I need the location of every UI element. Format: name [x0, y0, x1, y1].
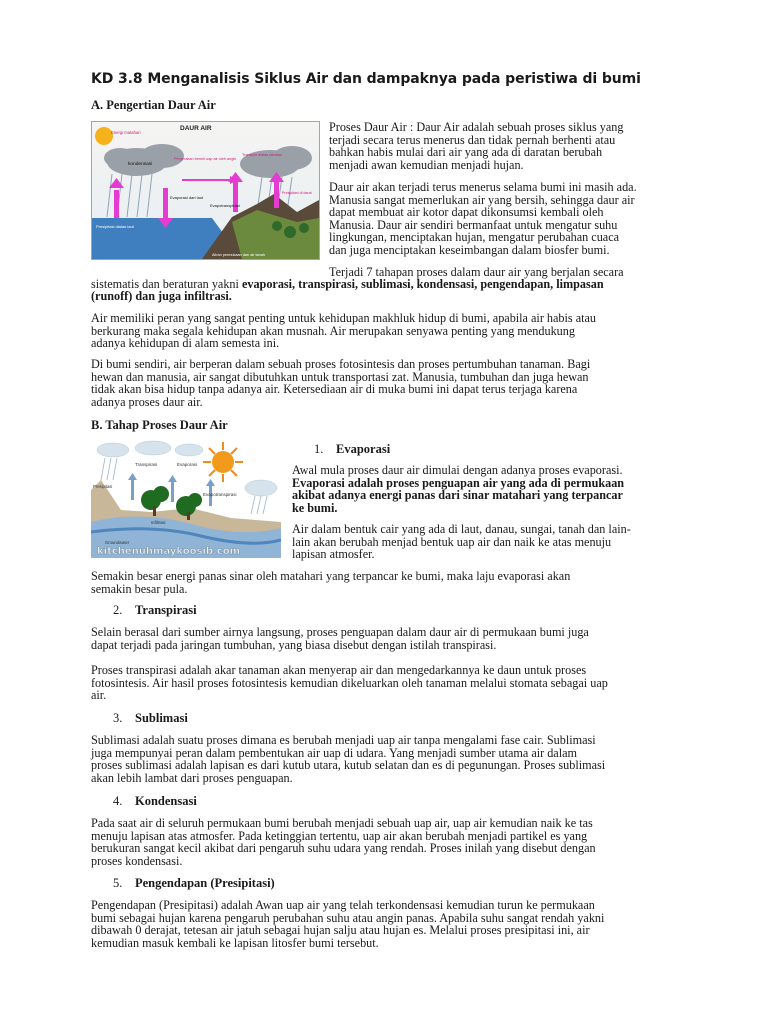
item-number: 4.: [113, 794, 123, 808]
label-transport: Transpor diatas daratan: [242, 153, 283, 157]
text-line-bold: ke bumi.: [292, 500, 338, 515]
text-line: kemudian masuk kembali ke lapisan litosfer bumi tersebut.: [91, 935, 379, 950]
text-line: Semakin besar energi panas sinar oleh matahari yang terpancar ke bumi, maka laju evaporasi akan: [91, 569, 571, 583]
document-title: KD 3.8 Menganalisis Siklus Air dan dampaknya pada peristiwa di bumi: [91, 71, 641, 87]
text-line-bold: akibat adanya energi panas dari sinar matahari yang terpancar: [292, 488, 623, 502]
paragraph-a5: [91, 358, 691, 408]
text-line: bahkan habis mulai dari air yang ada di daratan berubah: [329, 145, 603, 159]
text-line: Pada saat air di seluruh permukaan bumi berubah menjadi sebuah uap air, uap air kemudian naik ke tas: [91, 816, 593, 830]
text-line: Awal mula proses daur air dimulai dengan adanya proses evaporasi.: [292, 463, 623, 477]
text-line: terjadi secara terus menerus dan tidak pernah berhenti atau: [329, 132, 616, 147]
item-title: Transpirasi: [135, 603, 197, 617]
item-2-paragraph-1: [91, 626, 691, 651]
text-line: Sublimasi adalah suatu proses dimana es berubah menjadi uap air tanpa mengalami fase cair. Sublimasi: [91, 733, 596, 747]
text-line-bold: Evaporasi adalah proses penguapan air yang ada di permukaan: [292, 475, 625, 490]
text-line: tidak akan bisa hidup tanpa adanya air. Ketersediaan air di muka bumi ini dapat terus terjaga karena: [91, 382, 578, 396]
text-line: lain akan berubah menjad bentuk uap air dan naik ke atas menuju: [292, 534, 612, 549]
item-4-heading: [113, 795, 197, 808]
text-line: bumi sebagai hujan karena pengaruh perubahan suhu atau angin panas. Apabila suhu sangat rendah yakni: [91, 910, 605, 925]
label-groundwater: Groundwater: [105, 540, 130, 545]
label-movement: Pergerakan bersih uap air oleh angin: [174, 157, 237, 161]
item-1-paragraph-3: [91, 570, 691, 595]
label-infiltrasi: Infiltrasi: [151, 520, 166, 525]
text-line: menuju lapisan atas atmosfer. Pada ketinggian tertentu, uap air akan berubah menjadi partikel es yang: [91, 828, 588, 843]
paragraph-a2: [329, 181, 699, 256]
label-evaporasi-laut: Evaporasi dari laut: [170, 195, 204, 200]
text-line: lingkungan, menciptakan hujan, mengatur perubahan cuaca: [329, 230, 620, 244]
label-presipitasi: Presipitasi: [93, 484, 113, 489]
text-line: dan juga menciptakan keseimbangan dalam biosfer bumi.: [329, 242, 610, 257]
sun-icon: [203, 442, 243, 482]
item-2-paragraph-2: [91, 664, 691, 702]
text-line: air.: [91, 688, 107, 702]
item-5-paragraph-1: [91, 899, 691, 949]
water-cycle-figure: [91, 121, 320, 260]
text-line: Daur air akan terjadi terus menerus selama bumi ini masih ada.: [329, 180, 637, 194]
label-kondensasi: kondensasi: [128, 162, 153, 167]
water-cycle-illustration: [92, 122, 319, 259]
item-2-heading: [113, 604, 197, 617]
section-b-heading: B. Tahap Proses Daur Air: [91, 418, 228, 432]
text-line: fotosintesis. Air hasil proses fotosintesis kemudian dikeluarkan oleh tanaman melalui stomata sebagai uap: [91, 675, 608, 690]
text-line: dapat terjadi pada jaringan tumbuhan, yang biasa disebut dengan istilah transpirasi.: [91, 637, 497, 652]
figure-watermark: kitchenuhmaykoosib.com: [97, 546, 241, 557]
item-5-heading: [113, 877, 275, 890]
label-sun-energy: Energi matahari: [111, 130, 141, 135]
text-line: proses sublimasi adalah lapisan es dari kutub utara, kutub selatan dan es di pegunungan. Proses sublimasi: [91, 758, 606, 772]
item-number: 1.: [314, 442, 324, 456]
text-line: Air dalam bentuk cair yang ada di laut, danau, sungai, tanah dan lain-: [292, 522, 631, 536]
text-line: Manusia sangat memerlukan air yang bersih, sehingga daur air: [329, 192, 635, 207]
label-presipitasi-darat: Presipitasi di darat: [282, 191, 312, 195]
item-number: 3.: [113, 711, 123, 725]
evaporation-illustration: [91, 440, 281, 558]
text-line: menjadi awan kemudian menjadi hujan.: [329, 157, 524, 172]
label-evaporasi: Evaporasi: [177, 462, 198, 467]
item-title: Evaporasi: [336, 442, 391, 456]
figure-title: DAUR AIR: [180, 125, 212, 132]
text-line: dapat membuat air kotor dapat dikonsumsi kembali oleh: [329, 205, 604, 219]
item-title: Kondensasi: [135, 794, 197, 808]
label-transpirasi: Transpirasi: [135, 462, 158, 467]
text-line: adanya kehidupan di alam semesta ini.: [91, 336, 280, 350]
text-line: Proses Daur Air : Daur Air adalah sebuah proses siklus yang: [329, 120, 624, 134]
item-number: 5.: [113, 876, 123, 890]
text-line: Pengendapan (Presipitasi) adalah Awan uap air yang telah terkondensasi kemudian turun ke permukaan: [91, 898, 595, 912]
label-evapotranspirasi: Evapotranspirasi: [210, 203, 240, 208]
item-title: Sublimasi: [135, 711, 188, 725]
label-evapotranspirasi: Evapotranspirasi: [203, 492, 237, 497]
text-span: sistematis dan beraturan yakni: [91, 277, 242, 291]
paragraph-a1: [329, 121, 689, 171]
text-line: Di bumi sendiri, air berperan dalam sebuah proses fotosintesis dan proses pertumbuhan tanaman. Bagi: [91, 357, 591, 371]
item-number: 2.: [113, 603, 123, 617]
item-4-paragraph-1: [91, 817, 691, 867]
paragraph-a3-line1: Terjadi 7 tahapan proses dalam daur air yang berjalan secara: [329, 265, 624, 279]
text-line: berukuran sangat kecil akibat dari pengaruh suhu udara yang rendah. Proses inilah yang disebut dengan: [91, 841, 596, 855]
text-line: akan lebih lambat dari proses penguapan.: [91, 770, 293, 785]
paragraph-a4: [91, 312, 691, 350]
paragraph-a3-line3: (runoff) dan juga infiltrasi.: [91, 289, 232, 303]
item-1-heading: [314, 443, 390, 456]
text-line: proses kondensasi.: [91, 853, 183, 868]
label-presipitasi-laut: Presipitasi diatas laut: [96, 224, 134, 229]
text-line: lapisan atmosfer.: [292, 547, 375, 561]
item-1-paragraph-2: [292, 523, 692, 561]
text-line: adanya proses daur air.: [91, 394, 203, 409]
text-line: dibawah 0 derajat, tetesan air jatuh sebagai hujan salju atau hujan es. Melalui proses presipitasi ini, air: [91, 923, 590, 937]
section-a-heading: A. Pengertian Daur Air: [91, 98, 216, 112]
text-line: Proses transpirasi adalah akar tanaman akan menyerap air dan mengedarkannya ke daun untuk proses: [91, 663, 587, 677]
evaporation-figure: [91, 440, 281, 558]
item-3-paragraph-1: [91, 734, 691, 784]
item-1-paragraph-1: [292, 464, 692, 514]
text-line: Selain berasal dari sumber airnya langsung, proses penguapan dalam daur air di permukaan bumi juga: [91, 625, 589, 639]
text-line: juga mempunyai peran dalam pembentukan air uap di udara. Yang menjadi sumber utama air dalam: [91, 745, 577, 760]
text-line: Manusia. Daur air sendiri bermanfaat untuk mengatur suhu: [329, 217, 618, 232]
label-runoff: Aliran permukaan dan air tanah: [212, 253, 265, 257]
item-3-heading: [113, 712, 188, 725]
text-line: Air memiliki peran yang sangat penting untuk kehidupan makhluk hidup di bumi, apabila air habis atau: [91, 311, 596, 325]
text-line: berkurang maka segala kehidupan akan musnah. Air merupakan senyawa penting yang mendukung: [91, 323, 575, 338]
text-line: hewan dan manusia, air sangat dibutuhkan untuk transportasi zat. Manusia, tumbuhan dan juga hewan: [91, 369, 589, 384]
text-line: semakin besar pula.: [91, 581, 188, 596]
text-bold-span: evaporasi, transpirasi, sublimasi, kondensasi, pengendapan, limpasan: [241, 277, 604, 291]
item-title: Pengendapan (Presipitasi): [135, 876, 275, 890]
